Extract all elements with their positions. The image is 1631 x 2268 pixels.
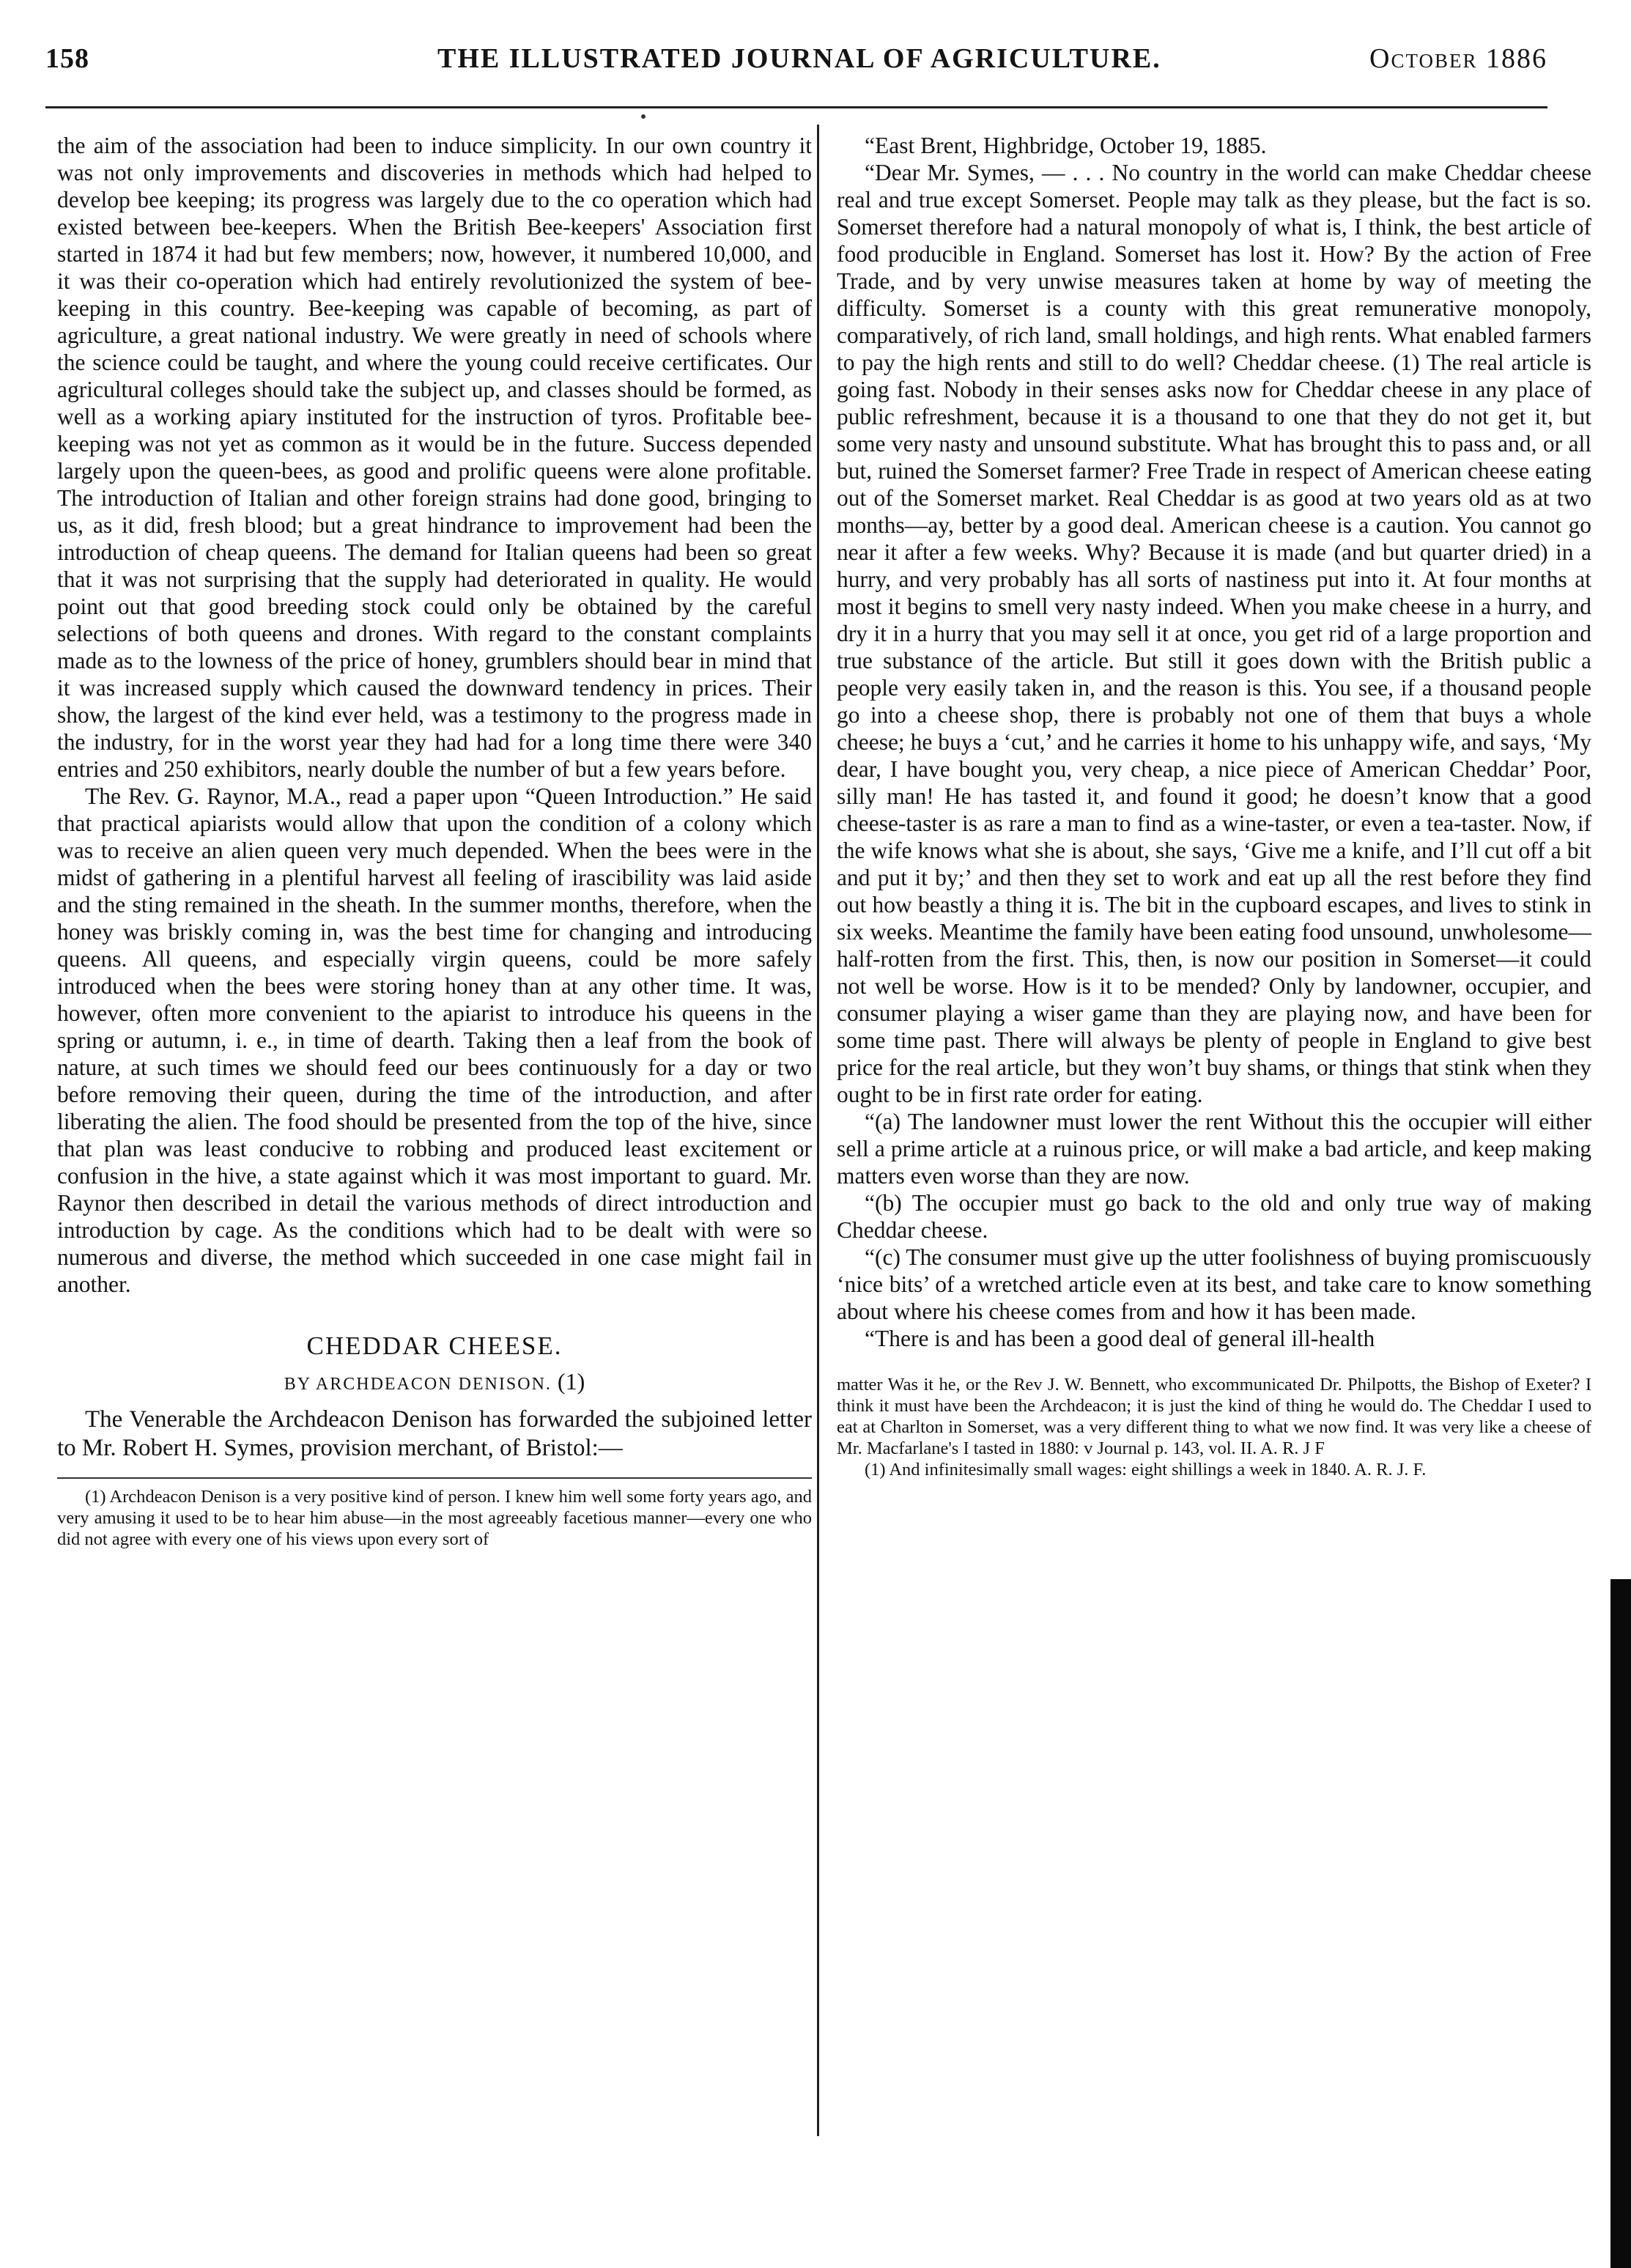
footnote-rule (57, 1477, 812, 1479)
footnote-text: (1) Archdeacon Denison is a very positive kind of person. I knew him well some forty years ago, and very amusing it used to be to hear him abuse—in the most agreeably facetious manner—every one who did not agree with every one of his views upon every sort of (57, 1487, 812, 1549)
left-footnote-block (57, 1486, 812, 1550)
section-title: CHEDDAR CHEESE. (306, 1331, 563, 1360)
scan-edge-shadow (1610, 1579, 1631, 2268)
intro-paragraph: The Venerable the Archdeacon Denison has forwarded the subjoined letter to Mr. Robert H. Symes, provision merchant, of Bristol:— (57, 1406, 812, 1461)
journal-title: THE ILLUSTRATED JOURNAL OF AGRICULTURE. (437, 43, 1161, 74)
queen-introduction-paragraph: The Rev. G. Raynor, M.A., read a paper upon “Queen Introduction.” He said that practical apiarists would allow that upon the condition of a colony which was to receive an alien queen very much depended. When the bees were in the midst of gathering in a plentiful harvest all feeling of irascibility was laid aside and the sting remained in the sheath. In the summer months, therefore, when the honey was briskly coming in, was the best time for changing and introducing queens. All queens, and especially virgin queens, could be more safely introduced when the bees were storing honey than at any other time. It was, however, often more convenient to the apiarist to introduce his queens in the spring or autumn, i. e., in time of dearth. Taking then a leaf from the book of nature, at such times we should feed our bees continuously for a day or two before removing their queen, during the time of the introduction, and after liberating the alien. The food should be presented from the top of the hive, since that plan was least conducive to robbing and produced least excitement or confusion in the hive, a state against which it was most important to guard. Mr. Raynor then described in detail the various methods of direct introduction and introduction by cage. As the conditions which had to be dealt with were so numerous and diverse, the method which succeeded in one case might fail in another. (57, 783, 812, 1297)
print-speck (641, 114, 646, 119)
letter-point-b: “(b) The occupier must go back to the old and only true way of making Cheddar cheese. (837, 1190, 1591, 1243)
footnote-ref: (1) (557, 1368, 585, 1395)
left-column (57, 132, 812, 1550)
issue-date: October 1886 (1369, 43, 1547, 74)
letter-dateline: “East Brent, Highbridge, October 19, 1885. (865, 133, 1267, 158)
column-divider (817, 125, 819, 2136)
footnote-continuation: matter Was it he, or the Rev J. W. Bennett, who excommunicated Dr. Philpotts, the Bishop of Exeter? I think it must have been the Archdeacon; it is just the kind of thing he would do. The Cheddar I used to eat at Charlton in Somerset, was a very different thing to what we now find. It was very like a cheese of Mr. Macfarlane's I tasted in 1880: v Journal p. 143, vol. II. A. R. J F (837, 1375, 1591, 1458)
byline-text: BY ARCHDEACON DENISON. (284, 1375, 552, 1394)
page-header (45, 43, 1547, 76)
bee-association-paragraph: the aim of the association had been to induce simplicity. In our own country it was not only improvements and discoveries in methods which had helped to develop bee keeping; its progress was largely due to the co operation which had existed between bee-keepers. When the British Bee-keepers' Association first started in 1874 it had but few members; now, however, it numbered 10,000, and it was their co-operation which had entirely revolutionized the system of bee-keeping in this country. Bee-keeping was capable of becoming, as part of agriculture, a great national industry. We were greatly in need of schools where the science could be taught, and where the young could receive certificates. Our agricultural colleges should take the subject up, and classes should be formed, as well as a working apiary instituted for the instruction of tyros. Profitable bee-keeping was not yet as common as it would be in the future. Success depended largely upon the queen-bees, as good and prolific queens were alone profitable. The introduction of Italian and other foreign strains had done good, bringing to us, as it did, fresh blood; but a great hindrance to improvement had been the introduction of cheap queens. The demand for Italian queens had been so great that it was not surprising that the supply had deteriorated in quality. He would point out that good breeding stock could only be obtained by the careful selections of both queens and drones. With regard to the constant complaints made as to the lowness of the price of honey, grumblers should bear in mind that it was increased supply which caused the downward tendency in prices. Their show, the largest of the kind ever held, was a testimony to the progress made in the industry, for in the worst year they had had for a long time there were 340 entries and 250 exhibitors, nearly double the number of but a few years before. (57, 133, 812, 782)
letter-point-a: “(a) The landowner must lower the rent Without this the occupier will either sell a prime article at a ruinous price, or will make a bad article, and keep making matters even worse than they are now. (837, 1109, 1591, 1189)
letter-closing-line: “There is and has been a good deal of general ill-health (865, 1326, 1375, 1351)
page-number: 158 (45, 43, 89, 74)
footnote-wages: (1) And infinitesimally small wages: eight shillings a week in 1840. A. R. J. F. (865, 1460, 1427, 1480)
letter-point-c: “(c) The consumer must give up the utter foolishness of buying promiscuously ‘nice bits’ of a wretched article even at its best, and take care to know something about where his cheese comes from and how it has been made. (837, 1244, 1591, 1324)
letter-body-paragraph: “Dear Mr. Symes, — . . . No country in the world can make Cheddar cheese real and true except Somerset. People may talk as they please, but the fact is so. Somerset therefore had a natural monopoly of what is, I think, the best article of food producible in England. Somerset has lost it. How? By the action of Free Trade, and by very unwise measures taken at home by way of meeting the difficulty. Somerset is a county with this great remunerative monopoly, comparatively, of rich land, small holdings, and high rents. What enabled farmers to pay the high rents and still to do well? Cheddar cheese. (1) The real article is going fast. Nobody in their senses asks now for Cheddar cheese in any place of public refreshment, because it is a thousand to one that they do not get it, but some very nasty and unsound substitute. What has brought this to pass and, or all but, ruined the Somerset farmer? Free Trade in respect of American cheese eating out of the Somerset market. Real Cheddar is as good at two years old as at two months—ay, better by a good deal. American cheese is a caution. You cannot go near it after a few weeks. Why? Because it is made (and but quarter dried) in a hurry, and very probably has all sorts of nastiness put into it. At four months at most it begins to smell very nasty indeed. When you make cheese in a hurry, and dry it in a hurry that you may sell it at once, you get rid of a large proportion and true substance of the article. But still it goes down with the British public a people very easily taken in, and the reason is this. You see, if a thousand people go into a cheese shop, there is probably not one of them that buys a whole cheese; he buys a ‘cut,’ and he carries it home to his unhappy wife, and says, ‘My dear, I have bought you, very cheap, a nice piece of American Cheddar’ Poor, silly man! He has tasted it, and found it good; he doesn’t know that a good cheese-taster is as rare a man to find as a wine-taster, or even a tea-taster. Now, if the wife knows what she is about, she says, ‘Give me a knife, and I’ll cut off a bit and put it by;’ and then they set to work and eat up all the rest before they find out how beastly a thing it is. The bit in the cupboard escapes, and lives to stink in six weeks. Meantime the family have been eating food unsound, unwholesome—half-rotten from the first. This, then, is now our position in Somerset—it could not well be worse. How is it to be mended? Only by landowner, occupier, and consumer playing a wiser game than they are playing now, and have been for some time past. There will always be plenty of people in England to give best price for the real article, but they won’t buy shams, or things that stink when they ought to be in first rate order for eating. (837, 160, 1591, 1107)
right-footnote-block (837, 1374, 1591, 1480)
section-byline (57, 1368, 812, 1395)
header-rule (45, 106, 1547, 108)
right-column (837, 132, 1591, 1480)
